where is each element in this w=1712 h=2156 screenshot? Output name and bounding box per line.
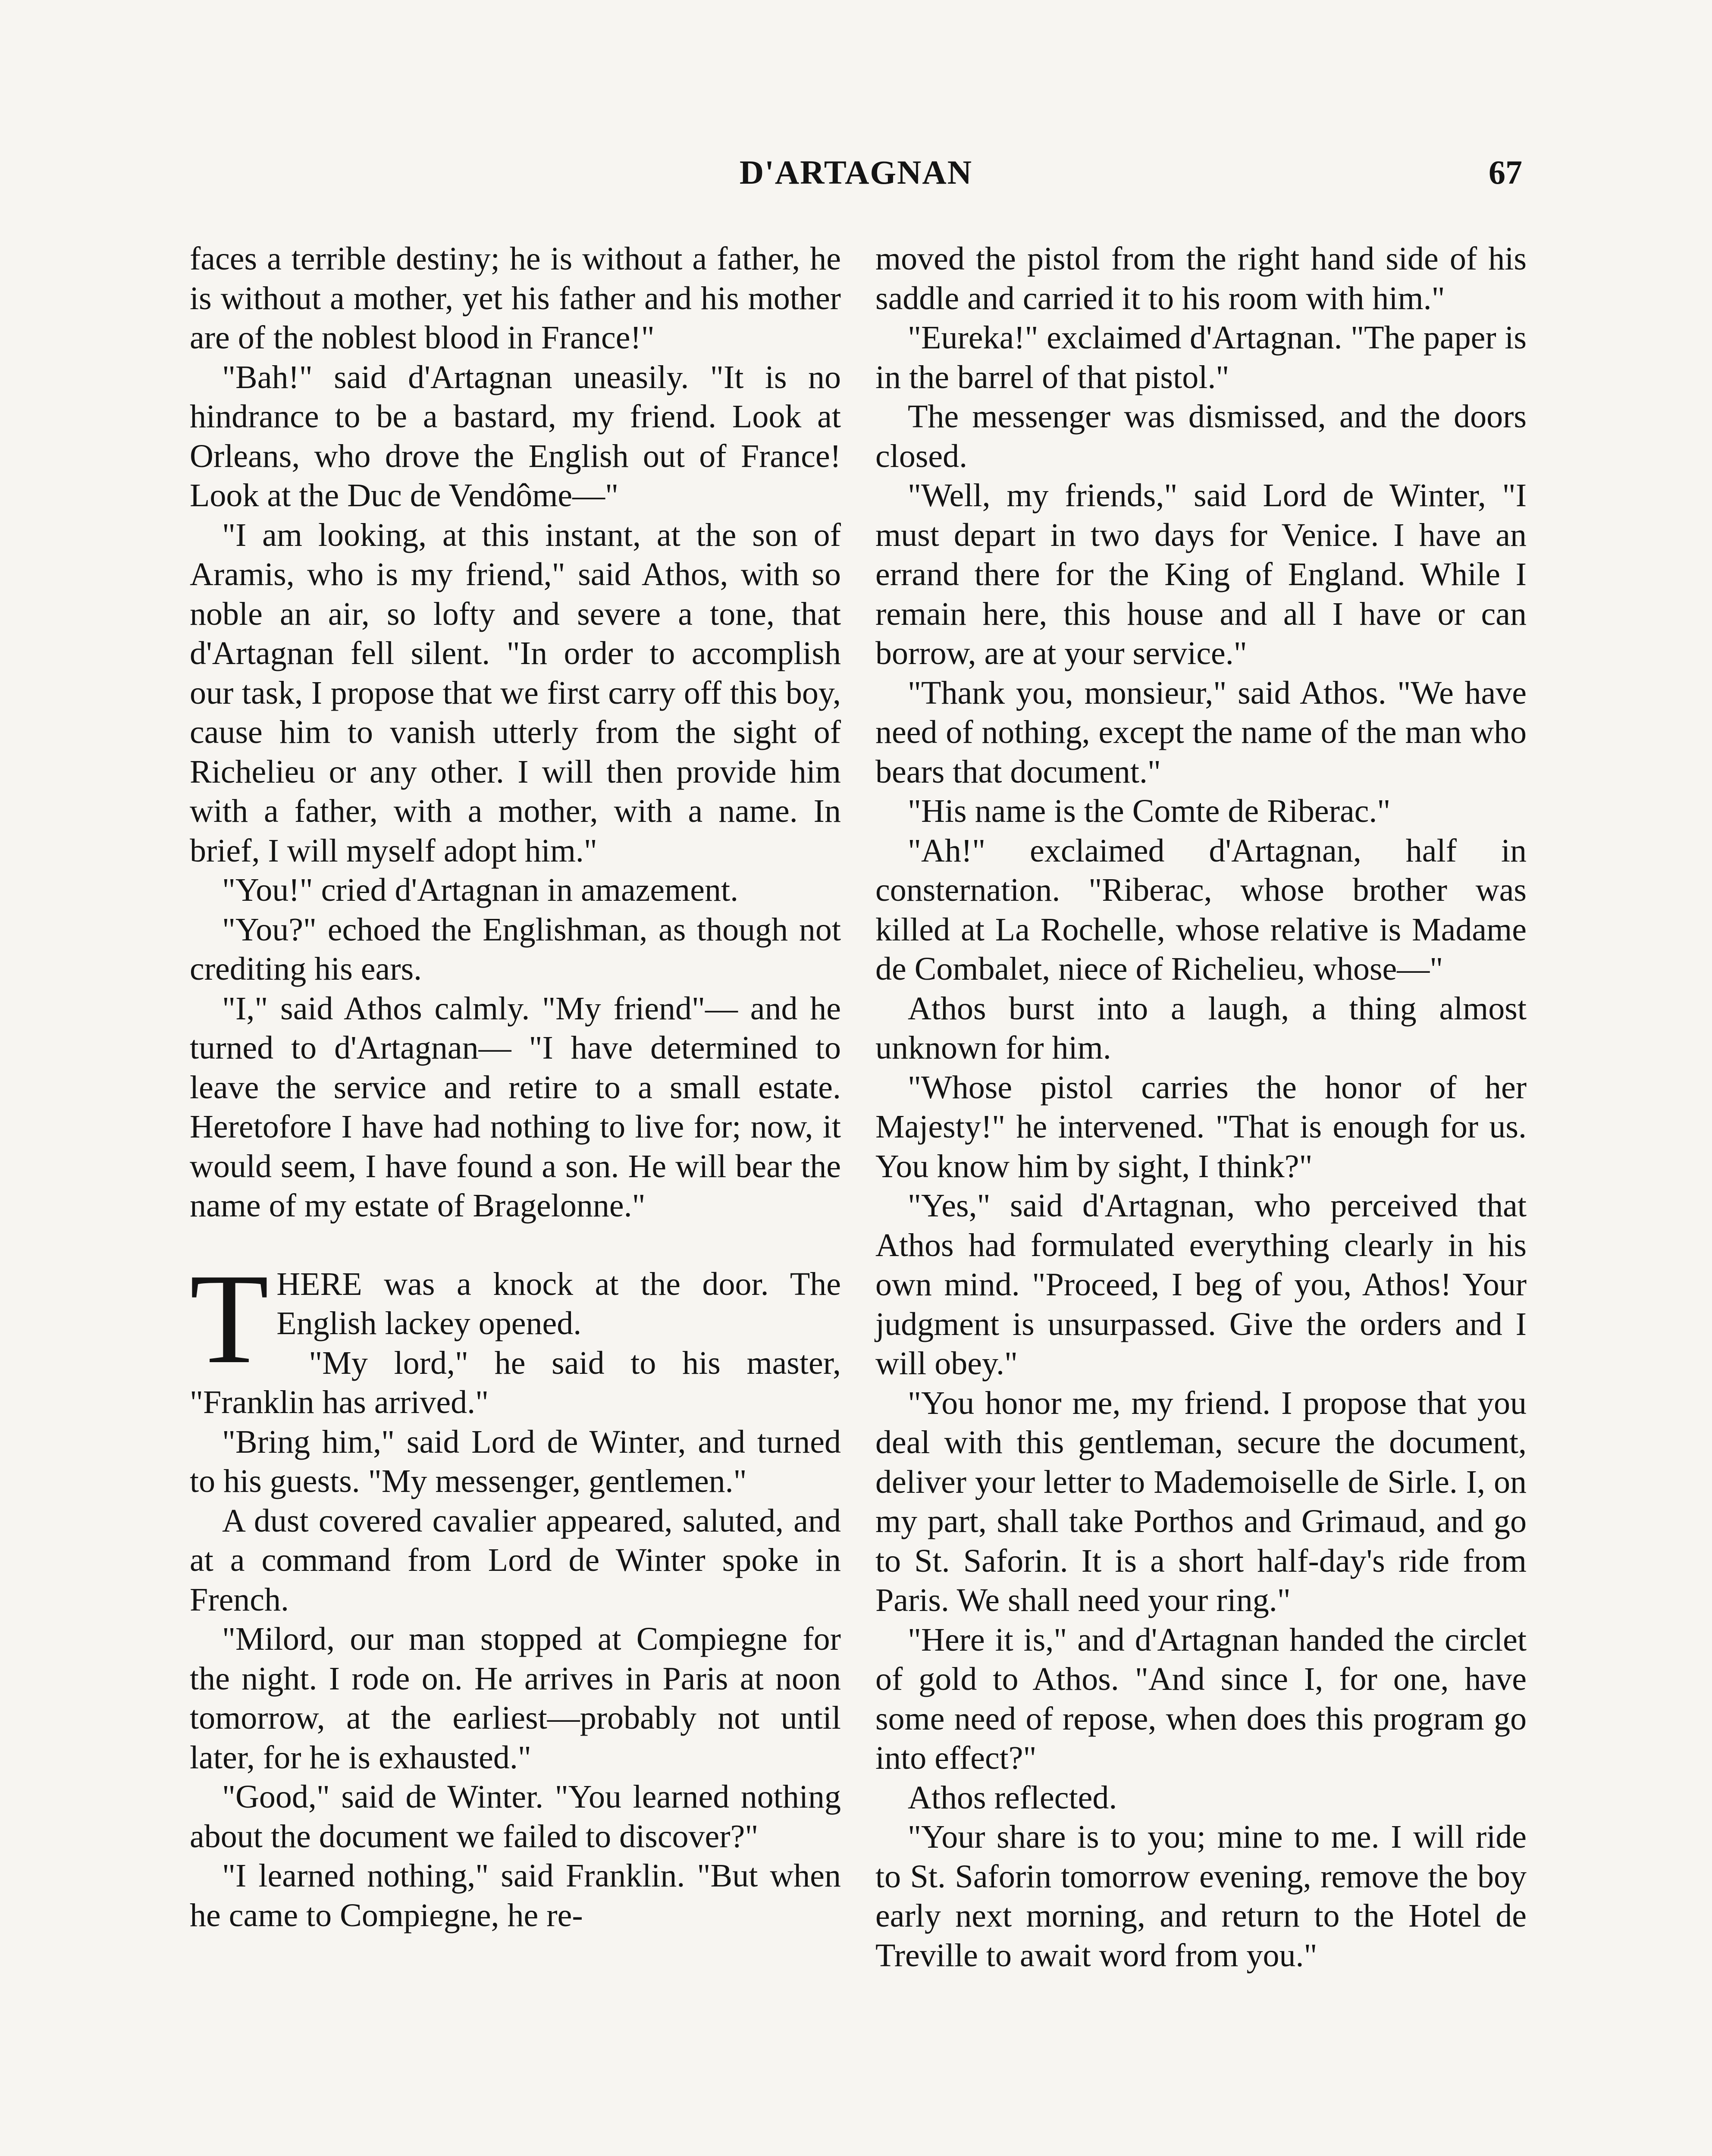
drop-cap: T — [190, 1247, 269, 1390]
paragraph: A dust covered cavalier appeared, saluted, and at a command from Lord de Winter spoke in French. — [190, 1502, 841, 1618]
paragraph: "I," said Athos calmly. "My friend"— and he turned to d'Artagnan— "I have determined to leave the service and retire to a small estate. Heretofore I have had nothing to live for; now, it would seem, I have found a son. He will bear the name of my estate of Bragelonne." — [190, 990, 841, 1224]
paragraph: "Good," said de Winter. "You learned nothing about the document we failed to discover?" — [190, 1779, 841, 1855]
paragraph: Athos burst into a laugh, a thing almost unknown for him. — [875, 990, 1527, 1066]
paragraph: "I am looking, at this instant, at the son of Aramis, who is my friend," said Athos, with so noble an air, so lofty and severe a tone, that d'Artagnan fell silent. "In order to accomplish our task, I propose that we first carry off this boy, cause him to vanish utterly from the sight of Richelieu or any other. I will then provide him with a father, with a mother, with a name. In brief, I will myself adopt him." — [190, 517, 841, 869]
paragraph: "You?" echoed the Englishman, as though not crediting his ears. — [190, 911, 841, 987]
paragraph: "You honor me, my friend. I propose that you deal with this gentleman, secure the document, deliver your letter to Mademoiselle de Sirle. I, on my part, shall take Porthos and Grimaud, and go to St. Saforin. It is a short half-day's ride from Paris. We shall need your ring." — [875, 1385, 1527, 1618]
paragraph: moved the pistol from the right hand side of his saddle and carried it to his room with him." — [875, 241, 1527, 317]
paragraph: "Here it is," and d'Artagnan handed the circlet of gold to Athos. "And since I, for one, have some need of repose, when does this program go into effect?" — [875, 1621, 1527, 1776]
paragraph: "Bring him," said Lord de Winter, and turned to his guests. "My messenger, gentlemen." — [190, 1423, 841, 1499]
paragraph: "Your share is to you; mine to me. I will ride to St. Saforin tomorrow evening, remove the boy early next morning, and return to the Hotel de Treville to await word from you." — [875, 1819, 1527, 1974]
paragraph: "Thank you, monsieur," said Athos. "We have need of nothing, except the name of the man who bears that document." — [875, 674, 1527, 790]
left-column — [190, 239, 841, 1935]
paragraph: "Bah!" said d'Artagnan uneasily. "It is no hindrance to be a bastard, my friend. Look at Orleans, who drove the English out of France! Look at the Duc de Vendôme—" — [190, 359, 841, 514]
paragraph: "You!" cried d'Artagnan in amazement. — [222, 872, 739, 908]
paragraph: "His name is the Comte de Riberac." — [908, 793, 1391, 829]
paragraph: "Eureka!" exclaimed d'Artagnan. "The paper is in the barrel of that pistol." — [875, 320, 1527, 395]
running-title: D'ARTAGNAN — [739, 154, 973, 191]
paragraph: "Ah!" exclaimed d'Artagnan, half in consternation. "Riberac, whose brother was killed at La Rochelle, whose relative is Madame de Combalet, niece of Richelieu, whose—" — [875, 832, 1527, 987]
paragraph: "Well, my friends," said Lord de Winter, "I must depart in two days for Venice. I have an errand there for the King of England. While I remain here, this house and all I have or can borrow, are at your service." — [875, 477, 1527, 671]
right-column — [875, 239, 1527, 1975]
paragraph: The messenger was dismissed, and the doors closed. — [875, 398, 1527, 474]
page-header — [190, 153, 1522, 205]
paragraph: Athos reflected. — [908, 1779, 1117, 1816]
page-number: 67 — [1489, 154, 1522, 191]
paragraph: "Yes," said d'Artagnan, who perceived that Athos had formulated everything clearly in his own mind. "Proceed, I beg of you, Athos! Your judgment is unsurpassed. Give the orders and I will obey." — [875, 1188, 1527, 1382]
paragraph-text: HERE was a knock at the door. The English lackey opened. — [276, 1266, 841, 1341]
paragraph: "Milord, our man stopped at Compiegne for the night. I rode on. He arrives in Paris at noon tomorrow, at the earliest—probably not until later, for he is exhausted." — [190, 1621, 841, 1776]
paragraph: "Whose pistol carries the honor of her Majesty!" he intervened. "That is enough for us. You know him by sight, I think?" — [875, 1069, 1527, 1185]
paragraph: "My lord," he said to his master, "Franklin has arrived." — [190, 1344, 841, 1420]
paragraph: "I learned nothing," said Franklin. "But when he came to Compiegne, he re- — [190, 1858, 841, 1934]
paragraph: faces a terrible destiny; he is without a father, he is without a mother, yet his father and his mother are of the noblest blood in France!" — [190, 241, 841, 356]
